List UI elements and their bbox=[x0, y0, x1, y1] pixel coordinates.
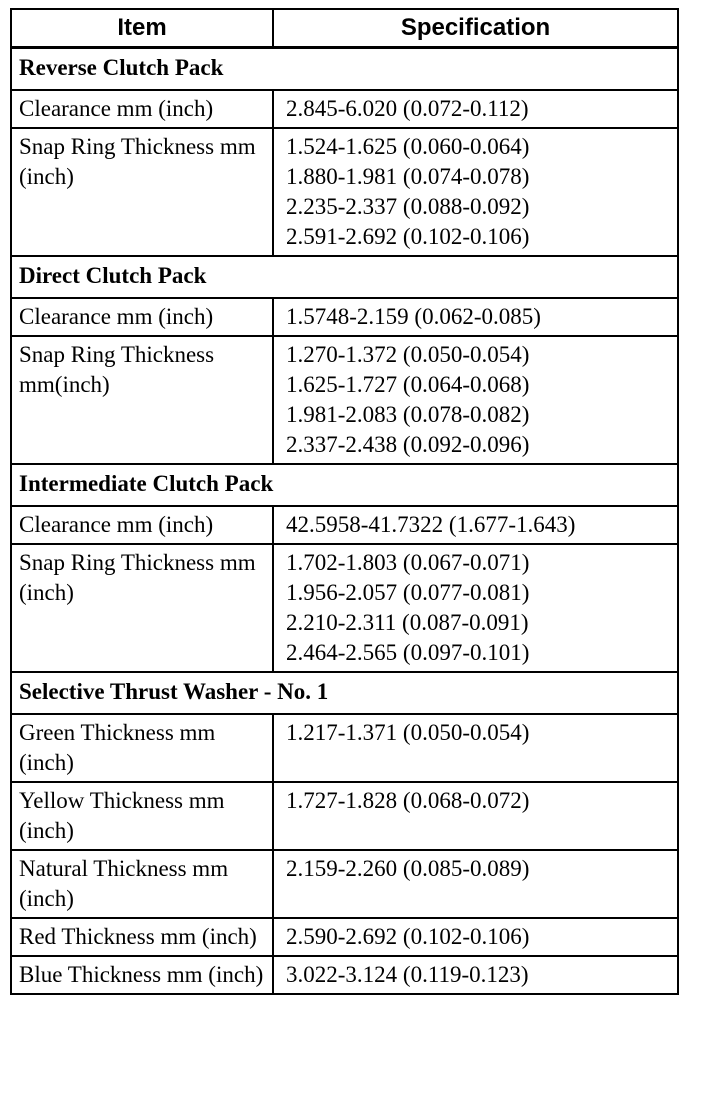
specification-value: 1.270-1.372 (0.050-0.054) bbox=[286, 342, 530, 367]
header-specification: Specification bbox=[273, 9, 678, 48]
specification-value: 1.981-2.083 (0.078-0.082) bbox=[286, 402, 530, 427]
item-label: Clearance mm (inch) bbox=[19, 512, 214, 537]
item-label: Red Thickness mm (inch) bbox=[19, 924, 257, 949]
table-row bbox=[11, 298, 678, 336]
specification-cell bbox=[273, 90, 678, 128]
specification-value: 3.022-3.124 (0.119-0.123) bbox=[286, 962, 529, 987]
item-cell bbox=[11, 850, 273, 918]
section-header-row bbox=[11, 464, 678, 506]
item-cell bbox=[11, 956, 273, 994]
specification-value: 1.880-1.981 (0.074-0.078) bbox=[286, 164, 530, 189]
item-label: Snap Ring Thickness mm(inch) bbox=[19, 342, 215, 397]
specification-cell bbox=[273, 336, 678, 464]
item-label: Clearance mm (inch) bbox=[19, 304, 214, 329]
item-cell bbox=[11, 714, 273, 782]
specification-value: 1.727-1.828 (0.068-0.072) bbox=[286, 788, 530, 813]
header-item: Item bbox=[11, 9, 273, 48]
specification-cell bbox=[273, 918, 678, 956]
specification-value: 1.524-1.625 (0.060-0.064) bbox=[286, 134, 530, 159]
specification-value: 1.625-1.727 (0.064-0.068) bbox=[286, 372, 530, 397]
table-row bbox=[11, 506, 678, 544]
table-header bbox=[11, 9, 678, 48]
item-label: Natural Thickness mm (inch) bbox=[19, 856, 229, 911]
specification-cell bbox=[273, 714, 678, 782]
specification-table bbox=[10, 8, 679, 995]
section-title: Reverse Clutch Pack bbox=[11, 48, 678, 91]
item-cell bbox=[11, 336, 273, 464]
table-row bbox=[11, 782, 678, 850]
table-row bbox=[11, 90, 678, 128]
table-row bbox=[11, 128, 678, 256]
header-row bbox=[11, 9, 678, 48]
item-label: Snap Ring Thickness mm (inch) bbox=[19, 134, 256, 189]
specification-value: 2.159-2.260 (0.085-0.089) bbox=[286, 856, 530, 881]
specification-value: 1.5748-2.159 (0.062-0.085) bbox=[286, 304, 541, 329]
table-row bbox=[11, 850, 678, 918]
table-row bbox=[11, 918, 678, 956]
specification-value: 1.702-1.803 (0.067-0.071) bbox=[286, 550, 530, 575]
section-header-row bbox=[11, 672, 678, 714]
item-cell bbox=[11, 90, 273, 128]
specification-value: 1.956-2.057 (0.077-0.081) bbox=[286, 580, 530, 605]
section-title: Intermediate Clutch Pack bbox=[11, 464, 678, 506]
item-cell bbox=[11, 506, 273, 544]
item-label: Yellow Thickness mm (inch) bbox=[19, 788, 225, 843]
specification-value: 42.5958-41.7322 (1.677-1.643) bbox=[286, 512, 576, 537]
section-header-row bbox=[11, 256, 678, 298]
specification-cell bbox=[273, 850, 678, 918]
item-cell bbox=[11, 298, 273, 336]
table-body bbox=[11, 48, 678, 995]
specification-cell bbox=[273, 782, 678, 850]
specification-cell bbox=[273, 544, 678, 672]
specification-value: 2.590-2.692 (0.102-0.106) bbox=[286, 924, 530, 949]
item-label: Blue Thickness mm (inch) bbox=[19, 962, 264, 987]
specification-value: 2.210-2.311 (0.087-0.091) bbox=[286, 610, 529, 635]
specification-value: 2.464-2.565 (0.097-0.101) bbox=[286, 640, 530, 665]
specification-cell bbox=[273, 506, 678, 544]
specification-value: 1.217-1.371 (0.050-0.054) bbox=[286, 720, 530, 745]
item-cell bbox=[11, 782, 273, 850]
item-cell bbox=[11, 918, 273, 956]
specification-value: 2.591-2.692 (0.102-0.106) bbox=[286, 224, 530, 249]
specification-value: 2.235-2.337 (0.088-0.092) bbox=[286, 194, 530, 219]
specification-value: 2.845-6.020 (0.072-0.112) bbox=[286, 96, 529, 121]
specification-value: 2.337-2.438 (0.092-0.096) bbox=[286, 432, 530, 457]
table-row bbox=[11, 544, 678, 672]
item-label: Green Thickness mm (inch) bbox=[19, 720, 216, 775]
specification-cell bbox=[273, 298, 678, 336]
section-title: Direct Clutch Pack bbox=[11, 256, 678, 298]
item-cell bbox=[11, 544, 273, 672]
item-cell bbox=[11, 128, 273, 256]
section-title: Selective Thrust Washer - No. 1 bbox=[11, 672, 678, 714]
specification-cell bbox=[273, 956, 678, 994]
table-row bbox=[11, 714, 678, 782]
specification-cell bbox=[273, 128, 678, 256]
table-row bbox=[11, 336, 678, 464]
item-label: Clearance mm (inch) bbox=[19, 96, 214, 121]
item-label: Snap Ring Thickness mm (inch) bbox=[19, 550, 256, 605]
section-header-row bbox=[11, 48, 678, 91]
table-row bbox=[11, 956, 678, 994]
